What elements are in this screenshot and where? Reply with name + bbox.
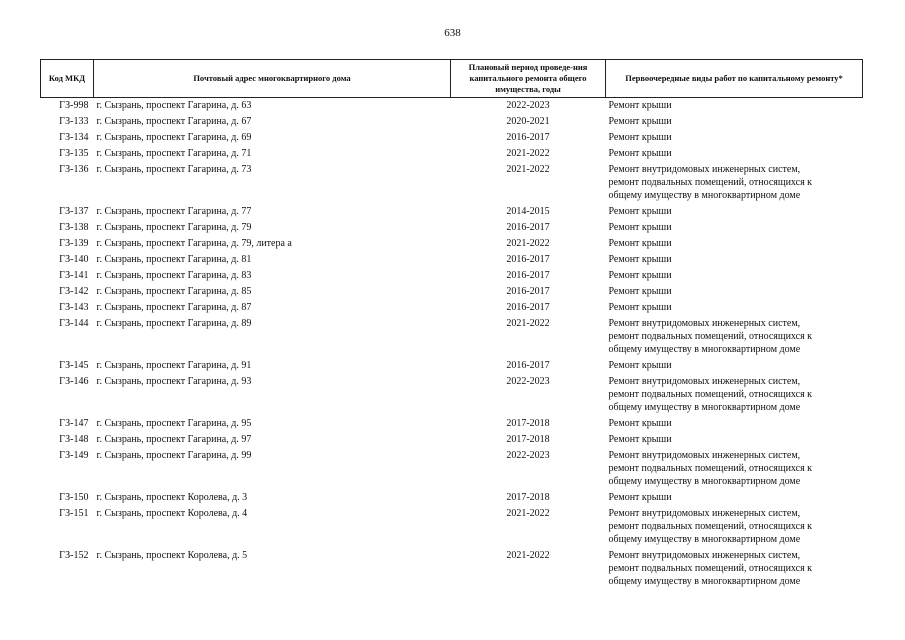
cell-works [606,358,863,374]
cell-works [606,448,863,490]
work-line: общему имуществу в многоквартирном доме [608,476,801,487]
cell-period: 2021-2022 [506,508,550,519]
table-row [41,252,863,268]
cell-works [606,130,863,146]
work-line: Ремонт крыши [608,492,672,503]
cell-works [606,316,863,358]
work-line: Ремонт крыши [608,148,672,159]
work-line: Ремонт крыши [608,286,672,297]
cell-period: 2016-2017 [506,254,550,265]
work-line: ремонт подвальных помещений, относящихся к [608,463,813,474]
work-line: Ремонт внутридомовых инженерных систем, [608,508,801,519]
table-header [41,60,863,98]
table-row [41,204,863,220]
table-row [41,146,863,162]
table-row [41,416,863,432]
cell-works [606,490,863,506]
cell-address: г. Сызрань, проспект Гагарина, д. 99 [96,450,252,461]
cell-code: ГЗ-998 [59,100,89,111]
work-line: Ремонт крыши [608,116,672,127]
work-line: Ремонт крыши [608,434,672,445]
table-row [41,432,863,448]
header-address: Почтовый адрес многоквартирного дома [94,60,451,98]
work-line: Ремонт крыши [608,418,672,429]
cell-address: г. Сызрань, проспект Гагарина, д. 95 [96,418,252,429]
cell-code: ГЗ-141 [59,270,89,281]
work-line: ремонт подвальных помещений, относящихся к [608,563,813,574]
work-line: Ремонт внутридомовых инженерных систем, [608,318,801,329]
table-row [41,130,863,146]
work-line: ремонт подвальных помещений, относящихся к [608,521,813,532]
header-period: Плановый период проведе-ния капитального ремонта общего имущества, годы [451,60,606,98]
cell-code: ГЗ-145 [59,360,89,371]
table-row [41,300,863,316]
cell-address: г. Сызрань, проспект Королева, д. 5 [96,550,248,561]
table-row [41,220,863,236]
table-row [41,268,863,284]
cell-address: г. Сызрань, проспект Гагарина, д. 73 [96,164,252,175]
cell-code: ГЗ-137 [59,206,89,217]
cell-code: ГЗ-134 [59,132,89,143]
header-code: Код МКД [41,60,94,98]
cell-period: 2021-2022 [506,318,550,329]
table-row [41,316,863,358]
work-line: Ремонт крыши [608,270,672,281]
cell-period: 2016-2017 [506,360,550,371]
work-line: ремонт подвальных помещений, относящихся к [608,331,813,342]
cell-code: ГЗ-150 [59,492,89,503]
table-row [41,358,863,374]
cell-address: г. Сызрань, проспект Гагарина, д. 89 [96,318,252,329]
cell-code: ГЗ-140 [59,254,89,265]
cell-works [606,268,863,284]
table-row [41,548,863,590]
cell-period: 2017-2018 [506,492,550,503]
cell-period: 2017-2018 [506,434,550,445]
cell-period: 2021-2022 [506,238,550,249]
cell-period: 2020-2021 [506,116,550,127]
capital-repair-table [40,59,863,590]
cell-address: г. Сызрань, проспект Гагарина, д. 81 [96,254,252,265]
cell-address: г. Сызрань, проспект Гагарина, д. 97 [96,434,252,445]
table-row [41,162,863,204]
work-line: общему имуществу в многоквартирном доме [608,344,801,355]
work-line: Ремонт крыши [608,100,672,111]
table-row [41,236,863,252]
cell-works [606,416,863,432]
cell-address: г. Сызрань, проспект Гагарина, д. 79 [96,222,252,233]
cell-address: г. Сызрань, проспект Гагарина, д. 63 [96,100,252,111]
cell-period: 2016-2017 [506,286,550,297]
cell-code: ГЗ-144 [59,318,89,329]
cell-address: г. Сызрань, проспект Гагарина, д. 83 [96,270,252,281]
table-row [41,98,863,115]
cell-period: 2021-2022 [506,164,550,175]
cell-code: ГЗ-146 [59,376,89,387]
table-row [41,448,863,490]
cell-code: ГЗ-136 [59,164,89,175]
cell-works [606,432,863,448]
cell-address: г. Сызрань, проспект Гагарина, д. 71 [96,148,252,159]
work-line: Ремонт крыши [608,254,672,265]
work-line: ремонт подвальных помещений, относящихся к [608,389,813,400]
cell-code: ГЗ-149 [59,450,89,461]
table-row [41,490,863,506]
cell-code: ГЗ-133 [59,116,89,127]
cell-works [606,146,863,162]
work-line: Ремонт крыши [608,132,672,143]
work-line: Ремонт крыши [608,302,672,313]
table-row [41,284,863,300]
cell-period: 2021-2022 [506,148,550,159]
cell-address: г. Сызрань, проспект Гагарина, д. 79, литера а [96,238,292,249]
work-line: общему имуществу в многоквартирном доме [608,576,801,587]
work-line: Ремонт внутридомовых инженерных систем, [608,164,801,175]
page-number: 638 [444,27,461,39]
cell-code: ГЗ-139 [59,238,89,249]
cell-works [606,548,863,590]
table-row [41,374,863,416]
cell-period: 2016-2017 [506,270,550,281]
cell-works [606,300,863,316]
cell-address: г. Сызрань, проспект Гагарина, д. 87 [96,302,252,313]
work-line: общему имуществу в многоквартирном доме [608,534,801,545]
work-line: Ремонт крыши [608,206,672,217]
table-body [41,98,863,591]
cell-works [606,220,863,236]
header-works: Первоочередные виды работ по капитальному ремонту* [606,60,863,98]
work-line: общему имуществу в многоквартирном доме [608,190,801,201]
cell-code: ГЗ-147 [59,418,89,429]
cell-address: г. Сызрань, проспект Гагарина, д. 69 [96,132,252,143]
cell-works [606,162,863,204]
cell-period: 2017-2018 [506,418,550,429]
cell-address: г. Сызрань, проспект Гагарина, д. 91 [96,360,252,371]
cell-period: 2021-2022 [506,550,550,561]
cell-code: ГЗ-152 [59,550,89,561]
cell-period: 2016-2017 [506,222,550,233]
cell-works [606,374,863,416]
cell-works [606,204,863,220]
cell-works [606,252,863,268]
cell-period: 2016-2017 [506,132,550,143]
cell-works [606,98,863,115]
work-line: Ремонт внутридомовых инженерных систем, [608,450,801,461]
table-row [41,506,863,548]
work-line: Ремонт крыши [608,222,672,233]
work-line: ремонт подвальных помещений, относящихся к [608,177,813,188]
cell-address: г. Сызрань, проспект Гагарина, д. 67 [96,116,252,127]
work-line: общему имуществу в многоквартирном доме [608,402,801,413]
cell-works [606,284,863,300]
cell-code: ГЗ-148 [59,434,89,445]
cell-code: ГЗ-142 [59,286,89,297]
cell-address: г. Сызрань, проспект Гагарина, д. 93 [96,376,252,387]
work-line: Ремонт крыши [608,238,672,249]
work-line: Ремонт крыши [608,360,672,371]
cell-address: г. Сызрань, проспект Гагарина, д. 77 [96,206,252,217]
cell-address: г. Сызрань, проспект Королева, д. 3 [96,492,248,503]
header-row [41,60,863,98]
cell-works [606,114,863,130]
cell-code: ГЗ-135 [59,148,89,159]
cell-code: ГЗ-151 [59,508,89,519]
cell-address: г. Сызрань, проспект Гагарина, д. 85 [96,286,252,297]
cell-period: 2016-2017 [506,302,550,313]
cell-period: 2022-2023 [506,450,550,461]
work-line: Ремонт внутридомовых инженерных систем, [608,376,801,387]
cell-works [606,506,863,548]
cell-period: 2022-2023 [506,376,550,387]
cell-period: 2014-2015 [506,206,550,217]
cell-works [606,236,863,252]
cell-period: 2022-2023 [506,100,550,111]
cell-code: ГЗ-143 [59,302,89,313]
cell-address: г. Сызрань, проспект Королева, д. 4 [96,508,248,519]
work-line: Ремонт внутридомовых инженерных систем, [608,550,801,561]
table-row [41,114,863,130]
cell-code: ГЗ-138 [59,222,89,233]
